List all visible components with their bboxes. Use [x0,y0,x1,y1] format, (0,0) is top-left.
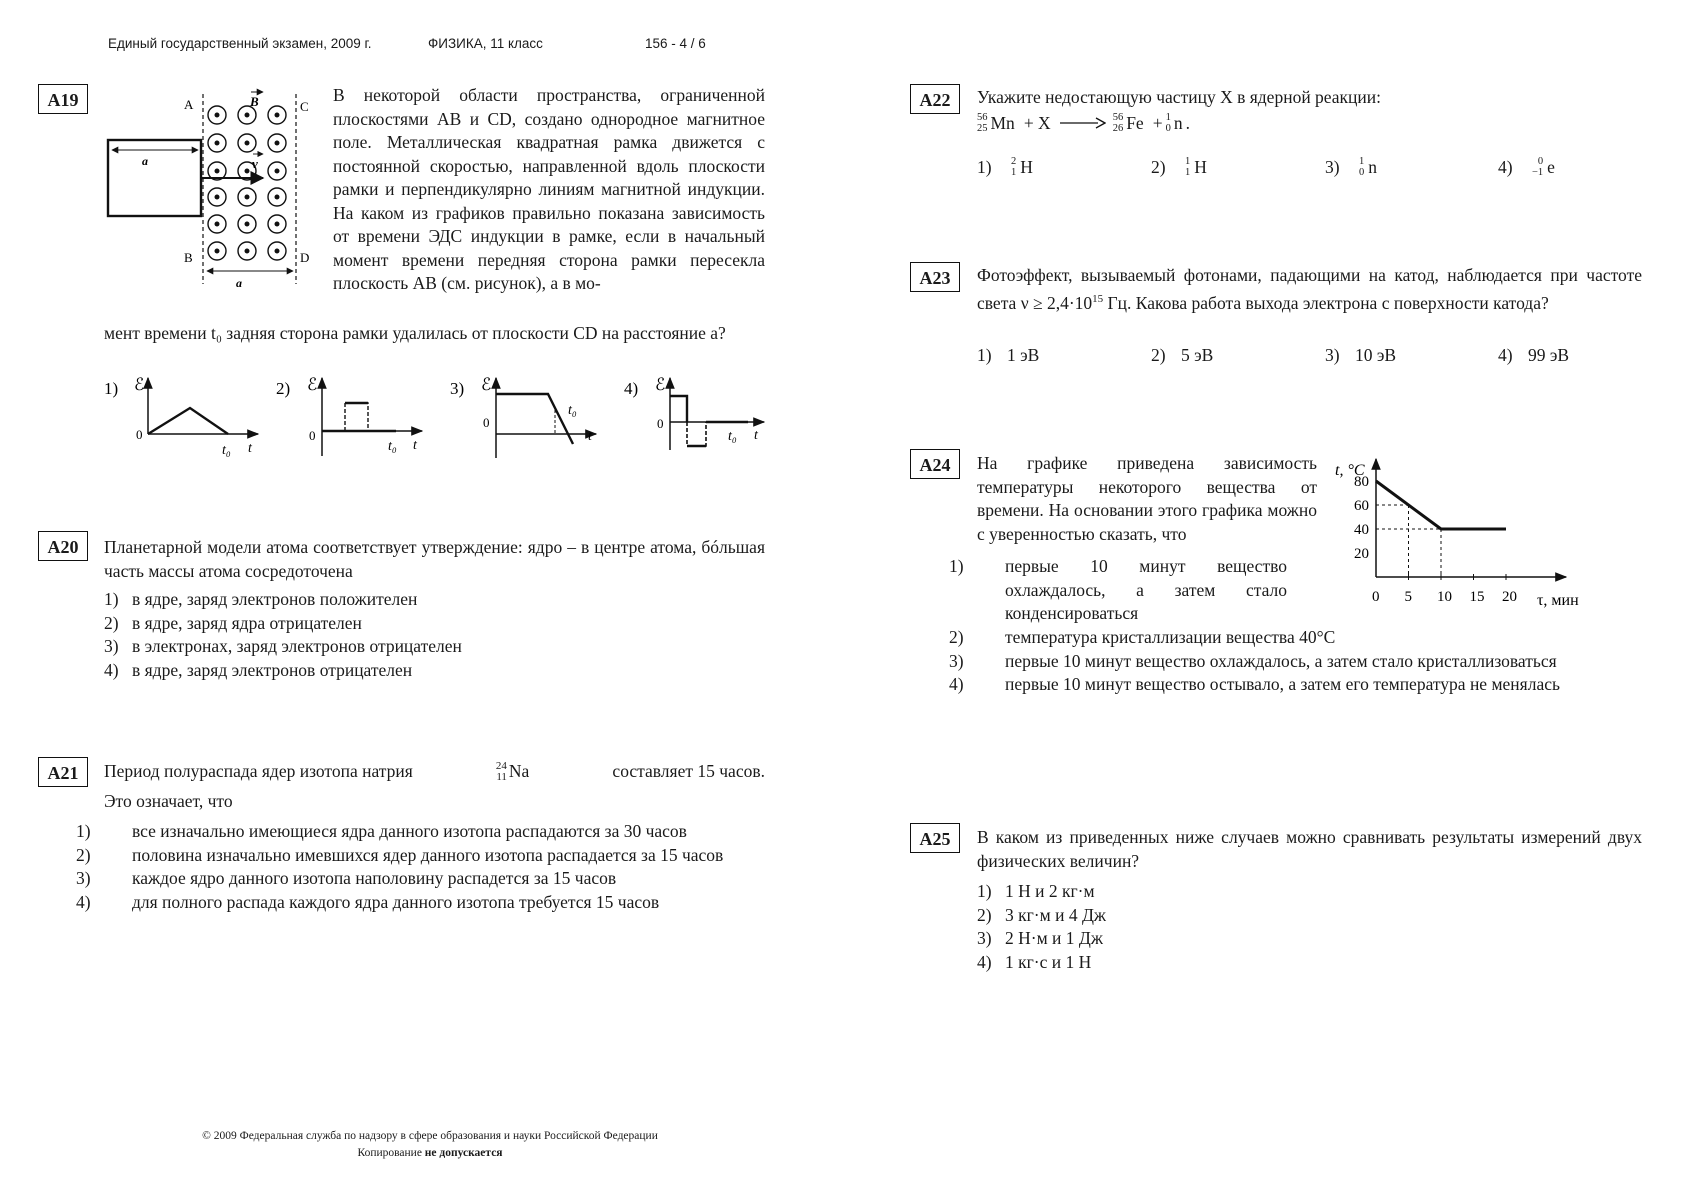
a19-option-3-axis-y: ℰ [481,375,492,394]
a21-option-3-text: каждое ядро данного изотопа наполовину распадется за 15 часов [132,868,617,888]
a21-option-3[interactable] [76,867,754,891]
reaction-arrow-icon [1058,117,1106,129]
a23-option-4-number: 4) [1498,345,1513,365]
reaction-n-symbol: n [1173,112,1183,133]
a19-option-1-origin: 0 [136,427,143,442]
a25-option-2-text: 3 кг·м и 4 Дж [1005,904,1106,925]
a22-option-4[interactable] [1498,156,1555,178]
a22-option-3-charge: 0 [1359,167,1365,178]
reaction-fe-mass: 56 [1112,112,1124,123]
footer-copyright: © 2009 Федеральная служба по надзору в сфере образования и науки Российской Федерации [202,1130,658,1142]
a24-option-3-text: первые 10 минут вещество охлаждалось, а затем стало кристаллизоваться [1005,650,1557,671]
a20-option-4-number: 4) [104,659,119,680]
a23-option-2-text: 5 эВ [1181,345,1214,365]
a21-option-4-text: для полного распада каждого ядра данного изотопа требуется 15 часов [132,891,660,912]
a23-option-1[interactable] [977,345,1039,366]
a19-text-full: мент времени t₀ задняя сторона рамки удалилась от плоскости CD на расстояние a? [104,323,726,343]
a22-option-2[interactable] [1151,156,1207,178]
a23-option-1-number: 1) [977,345,992,365]
a25-option-2[interactable] [977,904,1642,928]
question-number-a23: А23 [910,262,960,292]
a22-option-2-symbol: H [1194,156,1207,177]
a19-option-1[interactable] [104,375,258,458]
a23-text [977,264,1642,315]
footer-copy-text: Копирование [357,1147,425,1159]
a21-text-line1 [104,760,765,784]
a21-options [76,820,754,914]
a19-option-graphs [100,372,780,462]
header-exam: Единый государственный экзамен, 2009 г. [108,36,372,51]
a25-options [977,880,1642,974]
a24-text: На графике приведена зависимость температуры некоторого вещества от времени. На основании этого графика можно с уверенностью сказать, что [977,453,1317,544]
a22-option-4-symbol: e [1547,156,1555,177]
a22-option-2-number: 2) [1151,156,1166,177]
label-a-frame: a [142,154,148,168]
a19-option-4-t: t [754,428,758,443]
a22-option-4-charge: −1 [1532,167,1544,178]
a22-option-1[interactable] [977,156,1033,178]
reaction-mn-charge: 25 [977,123,988,134]
question-number-a21: А21 [38,757,88,787]
a21-option-4-number: 4) [76,891,91,912]
a19-option-3-t: t [588,429,592,444]
header-page: 156 - 4 / 6 [645,36,706,51]
a24-option-3-number: 3) [949,650,964,671]
a25-option-4-number: 4) [977,951,992,972]
a19-option-4-axis-y: ℰ [655,375,666,394]
a20-option-1-text: в ядре, заряд электронов положителен [132,589,418,609]
question-number-a20: А20 [38,531,88,561]
a19-option-3-number: 3) [450,379,465,398]
a21-text-c: Это означает, что [104,791,233,811]
a19-option-2-axis-y: ℰ [307,375,318,394]
a22-option-1-symbol: H [1020,156,1033,177]
a21-option-1-text: все изначально имеющиеся ядра данного изотопа распадаются за 30 часов [132,821,687,841]
chart-y-tick-20: 20 [1354,546,1369,562]
a20-option-1[interactable] [104,588,765,612]
a22-option-1-number: 1) [977,156,992,177]
reaction-fe-charge: 26 [1112,123,1124,134]
a19-option-2-t: t [413,438,417,453]
question-number-a24: А24 [910,449,960,479]
a22-option-3-number: 3) [1325,156,1340,177]
a25-option-3-text: 2 Н·м и 1 Дж [1005,928,1103,948]
a21-isotope-charge: 11 [496,770,507,783]
reaction-plus-x: + X [1023,112,1051,133]
question-number-a19: А19 [38,84,88,114]
footer-copy-forbidden: не допускается [424,1147,503,1159]
chart-x-tick-15: 15 [1469,589,1485,605]
a19-text-wrap: В некоторой области пространства, ограниченной плоскостями АВ и CD, создано однородное магнитное поле. Металлическая квадратная рамка движется с постоянной скоростью, направленной вдоль плоскости рамки и перпендикулярно линиям магнитной индукции. На каком из графиков правильно показана зависимость от времени ЭДС индукции в рамке, если в начальный момент времени передняя сторона рамки пересекла плоскость АВ (см. рисунок), а в мо- [333,85,765,293]
a22-option-3[interactable] [1325,156,1377,178]
magnetic-field-dots [208,106,286,260]
a20-option-1-number: 1) [104,589,119,609]
reaction-fe-symbol: Fe [1126,112,1144,133]
a25-option-3[interactable] [977,927,1642,951]
a22-option-2-mass: 1 [1185,156,1191,167]
a22-text: Укажите недостающую частицу X в ядерной реакции: [977,87,1382,107]
a23-option-2-number: 2) [1151,345,1166,365]
a20-option-4[interactable] [104,659,765,683]
a22-option-1-charge: 1 [1011,167,1017,178]
a24-options-rest [949,626,1642,697]
chart-y-tick-80: 80 [1354,474,1369,490]
a19-figure [100,84,320,302]
a21-option-1[interactable] [76,820,754,844]
a19-option-1-t: t [248,441,252,456]
reaction-mn-symbol: Mn [990,112,1015,133]
a19-option-4[interactable] [624,375,764,450]
header-subject: ФИЗИКА, 11 класс [428,36,543,51]
label-b-vector: B [250,94,259,109]
a22-option-4-mass: 0 [1537,156,1544,167]
footer-copy-notice [150,1147,710,1159]
a19-option-2-number: 2) [276,379,291,398]
a20-text: Планетарной модели атома соответствует утверждение: ядро – в центре атома, бóльшая часть массы атома сосредоточена [104,537,765,581]
a22-option-1-mass: 2 [1011,156,1017,167]
a20-option-3-text: в электронах, заряд электронов отрицателен [132,636,462,656]
a25-option-3-number: 3) [977,928,992,948]
a24-temperature-chart [1325,455,1625,615]
chart-y-tick-40: 40 [1354,522,1369,538]
a21-option-2-text: половина изначально имевшихся ядер данного изотопа распадается за 15 часов [132,844,724,865]
a23-option-4[interactable] [1498,345,1569,366]
a19-option-3-origin: 0 [483,415,490,430]
a25-option-1-text: 1 Н и 2 кг·м [1005,881,1095,901]
a23-option-3-number: 3) [1325,345,1340,365]
a21-isotope-mass: 24 [495,759,507,772]
a21-text-b: составляет 15 часов. [612,761,765,781]
a24-option-2-number: 2) [949,627,964,647]
a19-option-3-t0: t₀ [568,403,577,418]
a20-option-2-text: в ядре, заряд ядра отрицателен [132,612,362,633]
reaction-n-mass: 1 [1165,112,1171,123]
a24-option-3[interactable] [949,650,1642,674]
a25-text: В каком из приведенных ниже случаев можно сравнивать результаты измерений двух физических величин? [977,827,1642,871]
a24-option-1-text: первые 10 минут вещество охлаждалось, а затем стало конденсироваться [1005,556,1287,623]
a21-option-2[interactable] [76,844,754,868]
a22-reaction [977,112,1190,134]
a23-exponent: 15 [1092,292,1104,305]
a19-option-1-t0: t₀ [222,443,231,458]
square-frame [108,140,201,216]
a19-option-2-origin: 0 [309,428,316,443]
question-number-a22: А22 [910,84,960,114]
a22-option-4-number: 4) [1498,156,1513,177]
a19-option-1-axis-y: ℰ [134,375,145,394]
a23-option-1-text: 1 эВ [1007,345,1040,365]
a19-option-4-number: 4) [624,379,639,398]
a24-option-2-text: температура кристаллизации вещества 40°C [1005,627,1336,647]
chart-y-label: t, °C [1335,462,1365,479]
a21-option-4[interactable] [76,891,754,915]
label-b: B [184,250,193,265]
a20-option-3-number: 3) [104,636,119,656]
a24-option-4[interactable] [949,673,1642,697]
label-a: A [184,97,194,112]
a20-option-2[interactable] [104,612,765,636]
chart-x-tick-0: 0 [1372,589,1380,605]
label-a-gap: a [236,276,242,290]
a21-text-a: Период полураспада ядер изотопа натрия [104,761,413,781]
a22-option-3-symbol: n [1368,156,1377,177]
a25-option-4-text: 1 кг·с и 1 Н [1005,951,1092,972]
a19-option-4-t0: t₀ [728,429,737,444]
a25-option-4[interactable] [977,951,1642,975]
reaction-plus: + [1152,112,1163,133]
chart-x-tick-5: 5 [1404,589,1412,605]
a23-option-3-text: 10 эВ [1355,345,1397,365]
chart-x-label: τ, мин [1537,592,1579,609]
a20-options [104,588,765,682]
a20-option-3[interactable] [104,635,765,659]
a21-option-2-number: 2) [76,844,91,865]
a23-option-4-text: 99 эВ [1528,345,1570,365]
a19-option-1-number: 1) [104,379,119,398]
a20-option-4-text: в ядре, заряд электронов отрицателен [132,659,413,680]
a19-option-3[interactable] [450,375,596,458]
chart-x-tick-20: 20 [1502,589,1517,605]
a24-option-1[interactable] [949,555,1287,626]
chart-x-tick-10: 10 [1437,589,1452,605]
a22-option-3-mass: 1 [1359,156,1365,167]
a19-option-2[interactable] [276,375,422,456]
reaction-n-charge: 0 [1165,123,1171,134]
a25-option-1-number: 1) [977,881,992,901]
a20-option-2-number: 2) [104,612,119,633]
a23-text-a: Фотоэффект, вызываемый фотонами, падающими на катод, наблюдается при частоте света ν ≥ 2,4·10 [977,265,1642,313]
a19-option-4-origin: 0 [657,416,664,431]
a24-option-2[interactable] [949,626,1642,650]
a23-option-2[interactable] [1151,345,1213,366]
a21-option-3-number: 3) [76,868,91,888]
chart-y-tick-60: 60 [1354,498,1369,514]
a25-option-2-number: 2) [977,904,992,925]
a21-isotope [496,760,529,784]
a23-option-3[interactable] [1325,345,1396,366]
a24-option-4-text: первые 10 минут вещество остывало, а затем его температура не менялась [1005,674,1560,694]
question-number-a25: А25 [910,823,960,853]
a24-option-4-number: 4) [949,674,964,694]
label-c: C [300,99,309,114]
reaction-mn-mass: 56 [977,112,988,123]
a25-option-1[interactable] [977,880,1642,904]
a22-option-2-charge: 1 [1185,167,1191,178]
label-velocity: v [252,156,258,171]
a21-isotope-symbol: Na [508,761,530,781]
label-d: D [300,250,310,265]
a19-option-2-t0: t₀ [388,439,397,454]
a21-option-1-number: 1) [76,821,91,841]
a23-text-b: Гц. Какова работа выхода электрона с поверхности катода? [1103,292,1549,313]
reaction-end: . [1185,112,1190,133]
a24-option-1-number: 1) [949,556,964,576]
